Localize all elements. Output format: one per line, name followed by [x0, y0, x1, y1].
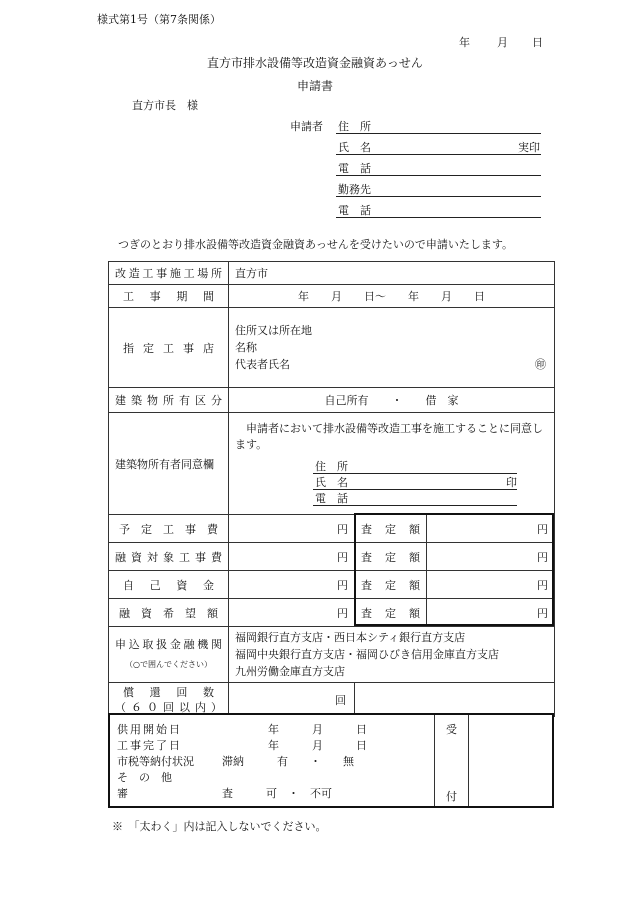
money-unit[interactable]: 円: [229, 543, 355, 571]
check-unit: 円: [427, 571, 555, 599]
applicant-address-line[interactable]: [336, 133, 541, 134]
date-year: 年: [459, 36, 470, 49]
repay-empty: [355, 683, 555, 717]
office-tax-value: 滞納 有 ・ 無: [222, 755, 354, 768]
office-review-label: 審: [117, 787, 128, 800]
consent-name-label: 氏 名: [315, 476, 348, 489]
consent-seal: 印: [506, 476, 517, 489]
date-day: 日: [532, 36, 543, 49]
period-value[interactable]: 年 月 日～ 年 月 日: [229, 285, 555, 308]
check-unit: 円: [427, 543, 555, 571]
bank-line-2[interactable]: 福岡中央銀行直方支店・福岡ひびき信用金庫直方支店: [235, 648, 499, 661]
addressee: 直方市長 様: [132, 99, 198, 112]
repay-label: 償還回数: [123, 685, 214, 699]
office-use-box: [108, 713, 554, 808]
period-label: 工事期間: [109, 285, 229, 308]
ownership-dot: ・: [391, 394, 403, 407]
money-label: 自己資金: [109, 571, 229, 599]
check-label: 査定額: [355, 571, 427, 599]
location-label: 改造工事施工場所: [109, 262, 229, 285]
repay-sub: （６０回以内）: [115, 700, 222, 714]
assessment-thick-box: [354, 513, 554, 626]
office-review-value: 査 可 ・ 不可: [222, 787, 332, 800]
money-unit[interactable]: 円: [229, 599, 355, 627]
ownership-rent[interactable]: 借 家: [425, 394, 459, 407]
contractor-name-label: 名称: [235, 341, 257, 354]
money-unit[interactable]: 円: [229, 571, 355, 599]
office-other-label: そ の 他: [117, 771, 172, 784]
ownership-cell[interactable]: [229, 388, 555, 413]
office-start-label: 供用開始日: [117, 723, 182, 736]
money-unit[interactable]: 円: [229, 515, 355, 543]
office-divider-1: [434, 715, 435, 806]
check-unit: 円: [427, 599, 555, 627]
page-subtitle: 申請書: [296, 79, 333, 93]
ownership-label: 建築物所有区分: [109, 388, 229, 413]
bank-note: （○で囲んでください）: [125, 659, 212, 669]
contractor-label: 指定工事店: [109, 308, 229, 388]
bank-line-1[interactable]: 福岡銀行直方支店・西日本シティ銀行直方支店: [235, 631, 466, 644]
office-receipt-bottom: 付: [446, 790, 457, 803]
contractor-address-label: 住所又は所在地: [235, 324, 312, 337]
check-label: 査定額: [355, 543, 427, 571]
footnote: ※ 「太わく」内は記入しないでください。: [112, 820, 327, 833]
office-start-value: 年 月 日: [268, 723, 367, 736]
consent-phone-label: 電 話: [315, 492, 348, 505]
applicant-work-phone-line[interactable]: [336, 217, 541, 218]
consent-address-line[interactable]: [313, 473, 517, 474]
money-label: 予定工事費: [109, 515, 229, 543]
repay-unit[interactable]: 回: [229, 683, 355, 717]
office-divider-2: [468, 715, 469, 806]
consent-name-line[interactable]: [313, 489, 517, 490]
form-number: 様式第1号（第7条関係）: [97, 13, 221, 26]
contractor-cell[interactable]: [229, 308, 555, 388]
date-month: 月: [497, 36, 508, 49]
contractor-seal: ㊞: [535, 358, 547, 371]
bank-options[interactable]: [229, 627, 555, 683]
consent-address-label: 住 所: [315, 460, 348, 473]
ownership-own[interactable]: 自己所有: [324, 394, 369, 407]
check-label: 査定額: [355, 599, 427, 627]
applicant-workplace-line[interactable]: [336, 196, 541, 197]
location-value[interactable]: 直方市: [229, 262, 555, 285]
applicant-name-label: 氏 名: [338, 141, 371, 154]
bank-line-3[interactable]: 九州労働金庫直方支店: [235, 665, 345, 678]
repay-label-cell: [109, 683, 229, 717]
page-title: 直方市排水設備等改造資金融資あっせん: [207, 56, 423, 70]
contractor-rep-label: 代表者氏名: [235, 358, 290, 371]
consent-label: 建築物所有者同意欄: [109, 413, 229, 515]
office-done-value: 年 月 日: [268, 739, 367, 752]
applicant-phone-label: 電 話: [338, 162, 371, 175]
applicant-address-label: 住 所: [338, 120, 371, 133]
money-label: 融資希望額: [109, 599, 229, 627]
applicant-label: 申請者: [290, 120, 323, 133]
office-done-label: 工事完了日: [117, 739, 182, 752]
applicant-phone-line[interactable]: [336, 175, 541, 176]
applicant-workplace-label: 勤務先: [338, 183, 371, 196]
check-unit: 円: [427, 515, 555, 543]
money-label: 融資対象工事費: [109, 543, 229, 571]
consent-text: 申請者において排水設備等改造工事を施工することに同意します。: [235, 422, 543, 451]
bank-label: 申込取扱金融機関: [115, 637, 222, 651]
consent-phone-line[interactable]: [313, 505, 517, 506]
bank-label-cell: [109, 627, 229, 683]
office-receipt-top: 受: [446, 723, 457, 736]
consent-cell[interactable]: [229, 413, 555, 515]
application-table: [108, 261, 555, 717]
intro-text: つぎのとおり排水設備等改造資金融資あっせんを受けたいので申請いたします。: [118, 238, 514, 251]
applicant-name-line[interactable]: [336, 154, 541, 155]
applicant-seal: 実印: [518, 141, 540, 154]
check-label: 査定額: [355, 515, 427, 543]
applicant-work-phone-label: 電 話: [338, 204, 371, 217]
office-tax-label: 市税等納付状況: [117, 755, 194, 768]
